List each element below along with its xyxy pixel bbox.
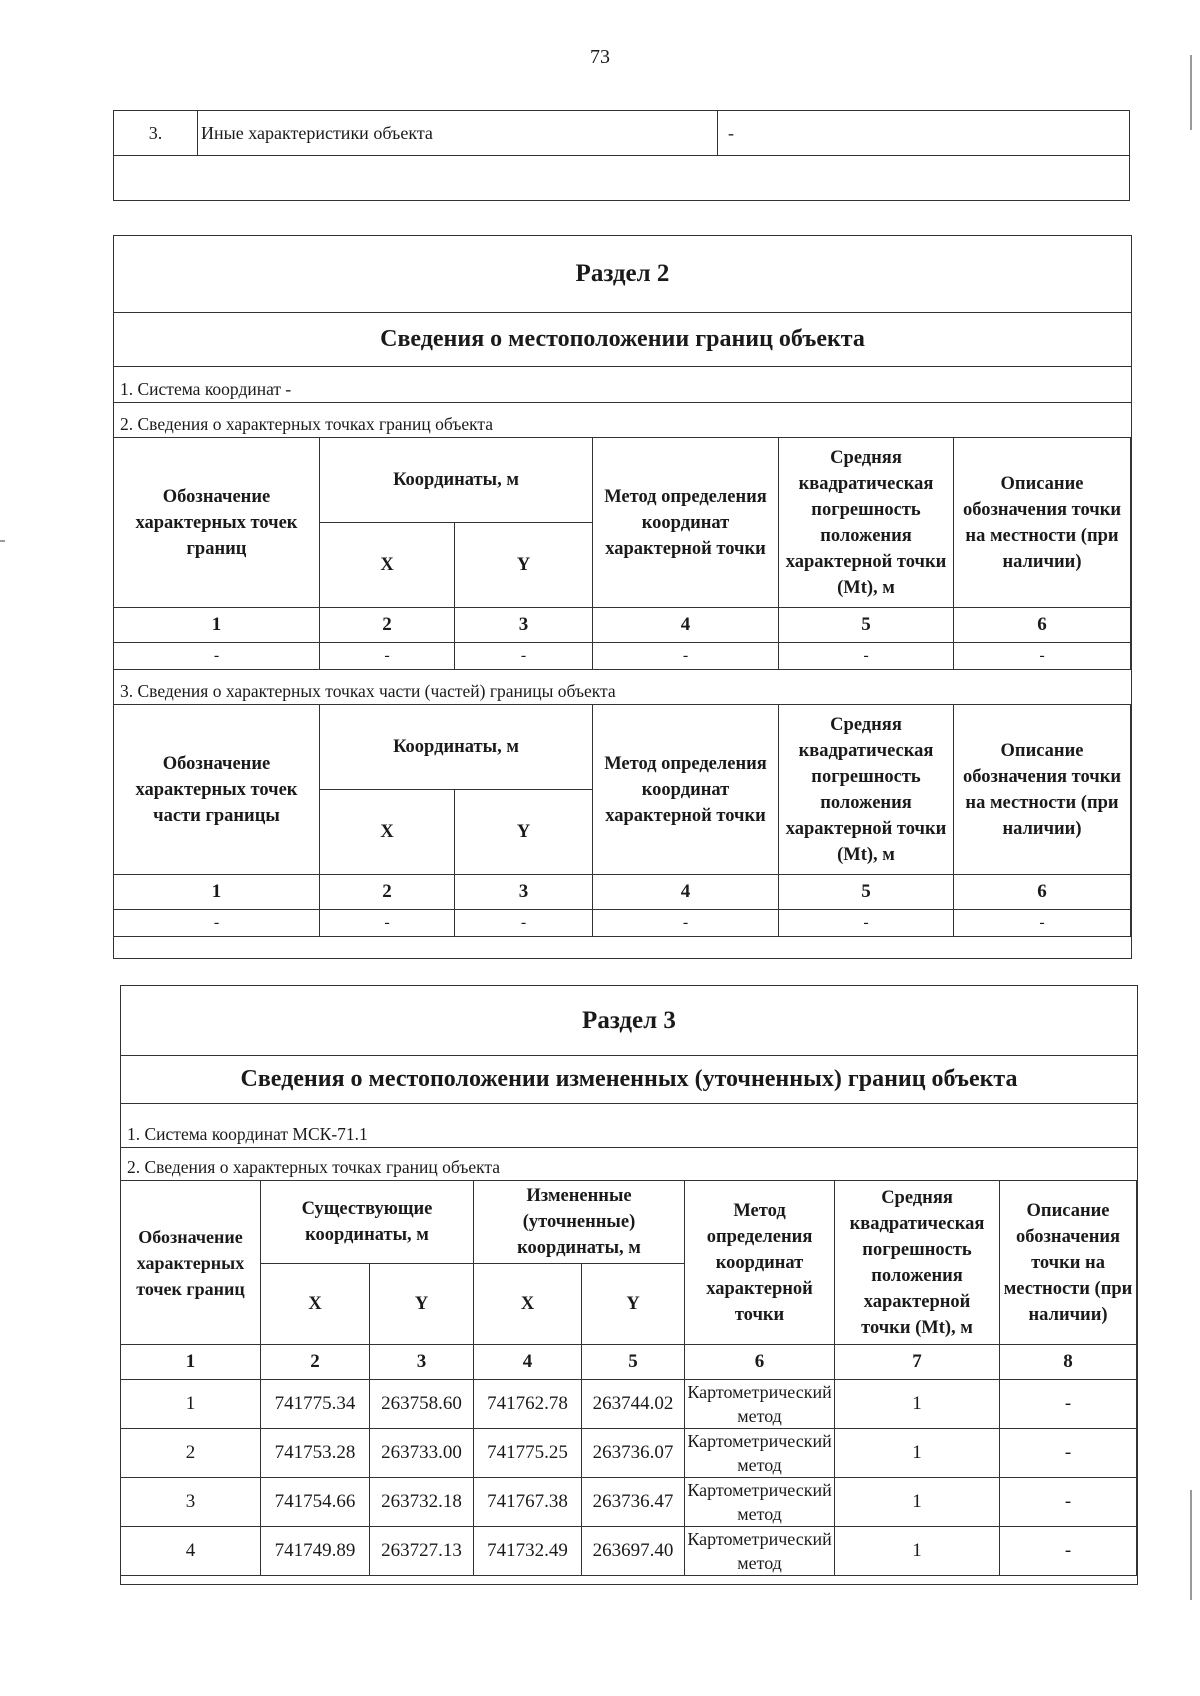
table-row (114, 111, 1130, 156)
header-y-existing: Y (370, 1264, 474, 1345)
table-row (121, 1429, 1137, 1478)
header-method: Метод определения координат характерной точки (593, 438, 779, 608)
part-points-title: 3. Сведения о характерных точках части (частей) границы объекта (120, 681, 616, 701)
table-cell: - (455, 643, 593, 670)
column-number: 2 (261, 1345, 370, 1380)
coordinate-system: 1. Система координат МСК-71.1 (121, 1104, 1137, 1148)
method: Картометрический метод (685, 1380, 835, 1429)
column-number: 5 (582, 1345, 685, 1380)
scan-edge-mark-bottom (1190, 1490, 1192, 1600)
row-number: 3. (114, 111, 198, 156)
table-cell: - (455, 910, 593, 937)
point-id: 2 (121, 1429, 261, 1478)
table-row (121, 1380, 1137, 1429)
header-error: Средняя квадратическая погрешность положения характерной точки (Mt), м (779, 438, 954, 608)
table-header-row (114, 705, 1131, 790)
x-existing: 741753.28 (261, 1429, 370, 1478)
description: - (1000, 1429, 1137, 1478)
column-number: 3 (455, 608, 593, 643)
section-2 (113, 235, 1132, 959)
column-number: 4 (593, 875, 779, 910)
mt-error: 1 (835, 1429, 1000, 1478)
description: - (1000, 1478, 1137, 1527)
x-existing: 741775.34 (261, 1380, 370, 1429)
column-number: 8 (1000, 1345, 1137, 1380)
column-number: 1 (121, 1345, 261, 1380)
section-subheading: Сведения о местоположении границ объекта (114, 313, 1131, 367)
column-number: 4 (593, 608, 779, 643)
table-row (121, 1527, 1137, 1576)
coordinate-system: 1. Система координат - (114, 367, 1131, 403)
part-boundary-points-table (113, 704, 1131, 937)
header-designation: Обозначение характерных точек границ (114, 438, 320, 608)
points-title: 2. Сведения о характерных точках границ объекта (120, 414, 494, 434)
column-number: 3 (455, 875, 593, 910)
table-cell: - (954, 643, 1131, 670)
other-characteristics-table (113, 110, 1130, 201)
column-number: 3 (370, 1345, 474, 1380)
y-changed: 263697.40 (582, 1527, 685, 1576)
y-existing: 263727.13 (370, 1527, 474, 1576)
column-number: 6 (954, 875, 1131, 910)
page-number: 73 (590, 46, 610, 68)
table-cell: - (114, 910, 320, 937)
table-cell: - (114, 643, 320, 670)
header-designation: Обозначение характерных точек границ (121, 1181, 261, 1345)
x-changed: 741732.49 (474, 1527, 582, 1576)
header-description: Описание обозначения точки на местности (при наличии) (954, 438, 1131, 608)
row-label: Иные характеристики объекта (198, 111, 718, 156)
y-changed: 263736.47 (582, 1478, 685, 1527)
table-cell: - (320, 910, 455, 937)
y-existing: 263733.00 (370, 1429, 474, 1478)
header-method: Метод определения координат характерной точки (593, 705, 779, 875)
table-cell: - (779, 643, 954, 670)
scan-edge-mark-top (1190, 55, 1192, 130)
table-cell: - (954, 910, 1131, 937)
point-id: 4 (121, 1527, 261, 1576)
section-heading: Раздел 2 (114, 236, 1131, 313)
method: Картометрический метод (685, 1429, 835, 1478)
header-coordinates: Координаты, м (320, 438, 593, 523)
column-numbers-row (114, 875, 1131, 910)
table-row (114, 156, 1130, 201)
header-coordinates: Координаты, м (320, 705, 593, 790)
section-3 (120, 985, 1138, 1585)
header-x: X (320, 523, 455, 608)
header-description: Описание обозначения точки на местности (при наличии) (954, 705, 1131, 875)
method: Картометрический метод (685, 1527, 835, 1576)
section-subheading: Сведения о местоположении измененных (уточненных) границ объекта (121, 1056, 1137, 1104)
changed-boundary-points-table (120, 1180, 1137, 1576)
column-numbers-row (121, 1345, 1137, 1380)
column-number: 5 (779, 875, 954, 910)
y-changed: 263744.02 (582, 1380, 685, 1429)
table-cell: - (593, 643, 779, 670)
method: Картометрический метод (685, 1478, 835, 1527)
header-x-changed: X (474, 1264, 582, 1345)
table-header-row (114, 438, 1131, 523)
x-existing: 741754.66 (261, 1478, 370, 1527)
column-numbers-row (114, 608, 1131, 643)
x-changed: 741762.78 (474, 1380, 582, 1429)
point-id: 3 (121, 1478, 261, 1527)
header-y: Y (455, 790, 593, 875)
column-number: 6 (685, 1345, 835, 1380)
column-number: 5 (779, 608, 954, 643)
x-changed: 741767.38 (474, 1478, 582, 1527)
header-error: Средняя квадратическая погрешность положения характерной точки (Mt), м (779, 705, 954, 875)
header-x-existing: X (261, 1264, 370, 1345)
points-title: 2. Сведения о характерных точках границ объекта (127, 1157, 501, 1177)
table-cell: - (320, 643, 455, 670)
column-number: 2 (320, 875, 455, 910)
x-existing: 741749.89 (261, 1527, 370, 1576)
mt-error: 1 (835, 1527, 1000, 1576)
point-id: 1 (121, 1380, 261, 1429)
header-changed-coordinates: Измененные (уточненные) координаты, м (474, 1181, 685, 1264)
header-designation: Обозначение характерных точек части границы (114, 705, 320, 875)
table-row (121, 1478, 1137, 1527)
column-number: 2 (320, 608, 455, 643)
column-number: 6 (954, 608, 1131, 643)
table-cell: - (593, 910, 779, 937)
column-number: 7 (835, 1345, 1000, 1380)
y-changed: 263736.07 (582, 1429, 685, 1478)
description: - (1000, 1380, 1137, 1429)
row-value: - (718, 111, 1130, 156)
section-heading: Раздел 3 (121, 986, 1137, 1056)
header-error: Средняя квадратическая погрешность положения характерной точки (Mt), м (835, 1181, 1000, 1345)
column-number: 1 (114, 875, 320, 910)
scan-edge-mark-left (0, 540, 5, 542)
mt-error: 1 (835, 1478, 1000, 1527)
header-x: X (320, 790, 455, 875)
header-y-changed: Y (582, 1264, 685, 1345)
column-number: 1 (114, 608, 320, 643)
boundary-points-table (113, 437, 1131, 670)
table-row (114, 643, 1131, 670)
y-existing: 263732.18 (370, 1478, 474, 1527)
table-header-row (121, 1181, 1137, 1264)
table-row (114, 910, 1131, 937)
description: - (1000, 1527, 1137, 1576)
header-y: Y (455, 523, 593, 608)
header-method: Метод определения координат характерной точки (685, 1181, 835, 1345)
column-number: 4 (474, 1345, 582, 1380)
y-existing: 263758.60 (370, 1380, 474, 1429)
mt-error: 1 (835, 1380, 1000, 1429)
table-cell: - (779, 910, 954, 937)
header-existing-coordinates: Существующие координаты, м (261, 1181, 474, 1264)
header-description: Описание обозначения точки на местности (при наличии) (1000, 1181, 1137, 1345)
x-changed: 741775.25 (474, 1429, 582, 1478)
